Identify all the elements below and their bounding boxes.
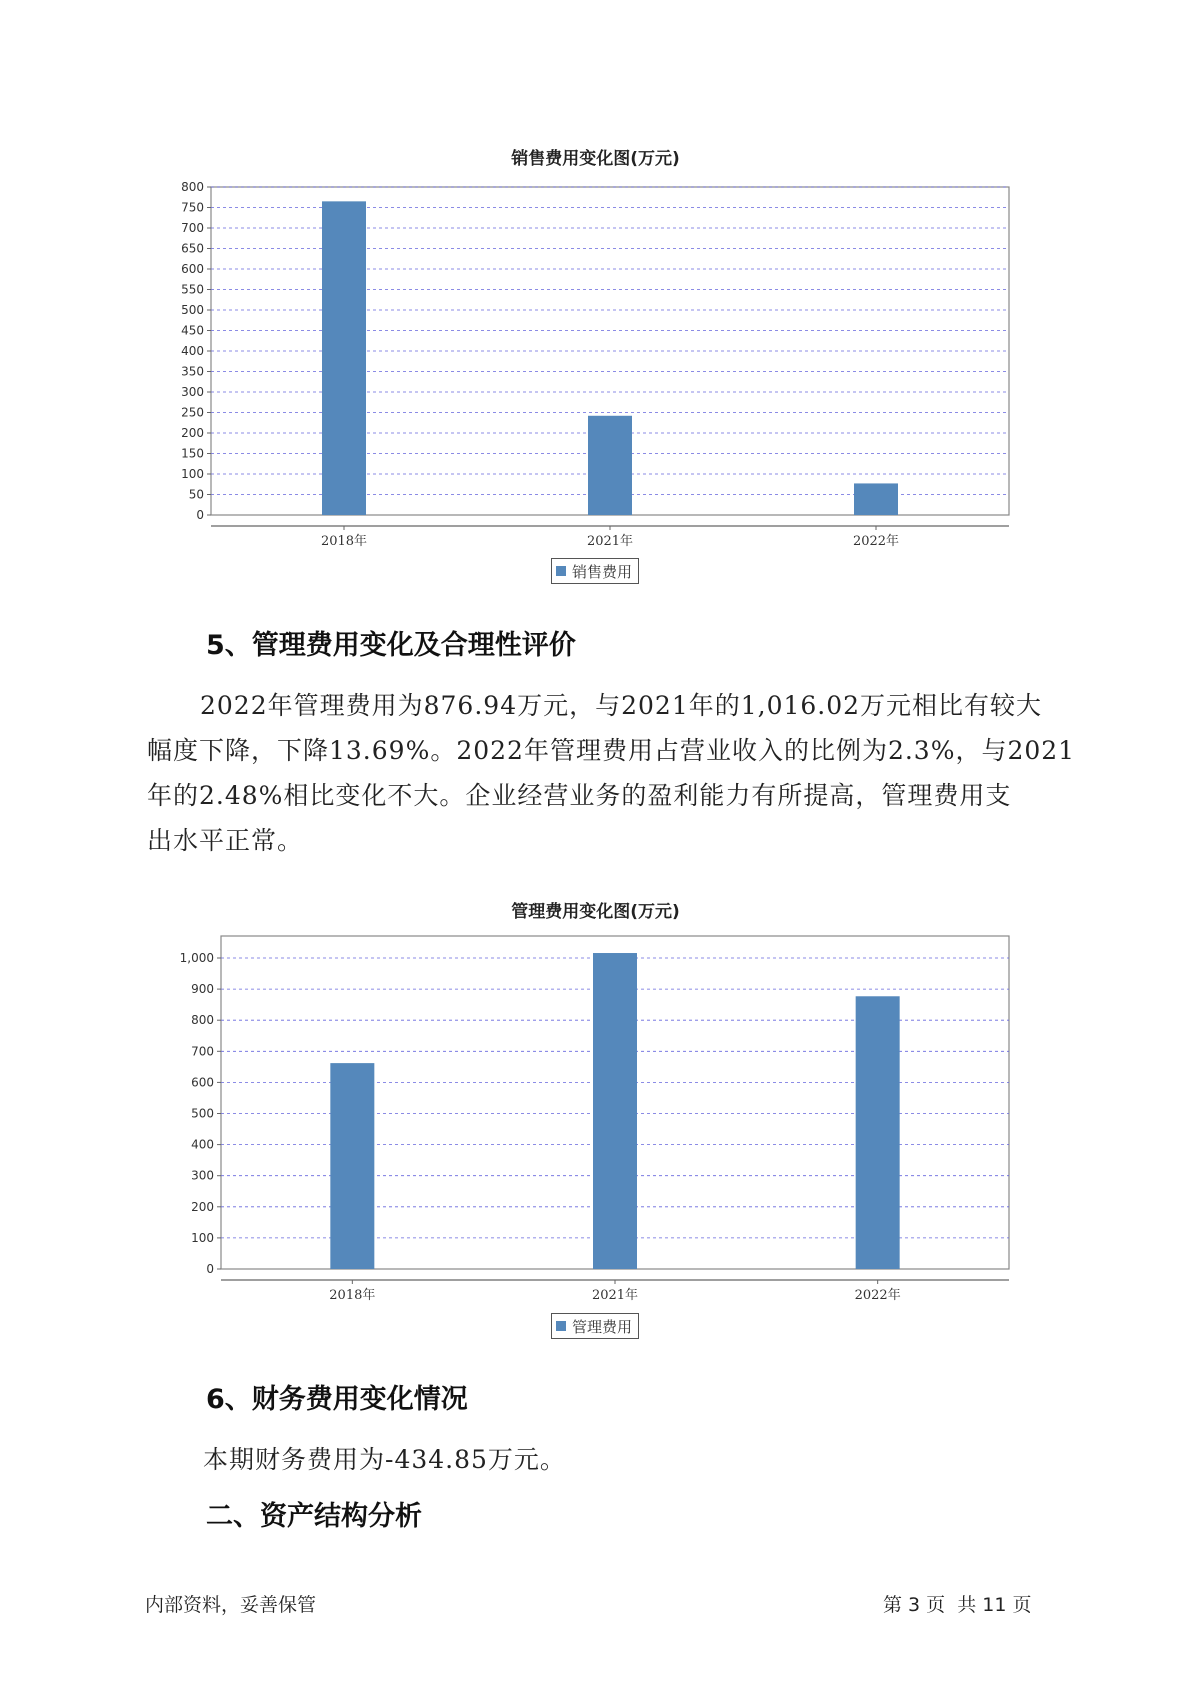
y-tick-label: 300 (181, 385, 204, 399)
x-tick-label: 2021年 (591, 1288, 639, 1303)
section-two-heading: 二、资产结构分析 (206, 1501, 422, 1532)
y-tick-label: 900 (191, 982, 214, 997)
y-tick-label: 100 (181, 467, 204, 481)
y-tick-label: 600 (181, 262, 204, 276)
y-tick-label: 200 (181, 426, 204, 440)
section5-line-3: 年的2.48%相比变化不大。企业经营业务的盈利能力有所提高，管理费用支 (147, 781, 1012, 810)
y-tick-label: 500 (181, 303, 204, 317)
chart1-legend-label: 销售费用 (572, 562, 633, 581)
chart1-legend (551, 558, 639, 584)
y-tick-label: 500 (191, 1106, 214, 1121)
bar (330, 1063, 374, 1269)
y-tick-label: 150 (181, 446, 204, 461)
x-tick-label: 2022年 (854, 1288, 901, 1303)
y-tick-label: 750 (181, 200, 204, 215)
y-tick-label: 400 (181, 344, 204, 358)
chart2-legend-label: 管理费用 (572, 1317, 633, 1336)
y-tick-label: 250 (181, 405, 204, 420)
bar (854, 483, 898, 515)
footer-left: 内部资料，妥善保管 (145, 1594, 317, 1616)
chart1-title: 销售费用变化图(万元) (511, 149, 680, 169)
chart2-title: 管理费用变化图(万元) (511, 902, 680, 922)
y-tick-label: 100 (191, 1230, 214, 1245)
legend-swatch (556, 566, 566, 576)
section6-heading: 6、财务费用变化情况 (206, 1384, 468, 1415)
legend-swatch (556, 1321, 566, 1331)
y-tick-label: 400 (191, 1137, 214, 1152)
bar (593, 953, 637, 1269)
y-tick-label: 0 (206, 1262, 214, 1276)
bar (588, 416, 632, 515)
y-tick-label: 800 (181, 180, 204, 194)
y-tick-label: 700 (191, 1044, 214, 1059)
x-tick-label: 2021年 (586, 534, 634, 549)
section5-line-1: 2022年管理费用为876.94万元，与2021年的1,016.02万元相比有较大 (200, 691, 1043, 720)
y-tick-label: 650 (181, 241, 204, 256)
section6-text: 本期财务费用为-434.85万元。 (203, 1445, 566, 1474)
x-tick-label: 2022年 (852, 534, 900, 549)
y-tick-label: 350 (181, 364, 204, 379)
x-tick-label: 2018年 (320, 534, 368, 549)
bar (322, 201, 366, 515)
y-tick-label: 300 (191, 1168, 214, 1183)
footer-page-number: 第 3 页 共 11 页 (883, 1594, 1032, 1616)
bar (856, 996, 900, 1269)
y-tick-label: 1,000 (179, 951, 214, 965)
y-tick-label: 450 (181, 323, 204, 338)
x-tick-label: 2018年 (329, 1288, 376, 1303)
y-tick-label: 550 (181, 282, 204, 297)
admin-expense-chart (0, 930, 1191, 1315)
y-tick-label: 800 (191, 1013, 214, 1028)
y-tick-label: 50 (188, 487, 204, 502)
section5-line-2: 幅度下降，下降13.69%。2022年管理费用占营业收入的比例为2.3%，与2021 (147, 736, 1076, 765)
y-tick-label: 700 (181, 221, 204, 235)
section5-heading: 5、管理费用变化及合理性评价 (206, 630, 576, 661)
y-tick-label: 600 (191, 1075, 214, 1090)
chart2-legend (551, 1313, 639, 1339)
y-tick-label: 200 (191, 1199, 214, 1214)
section5-line-4: 出水平正常。 (147, 826, 304, 855)
sales-expense-chart (0, 180, 1191, 560)
y-tick-label: 0 (196, 508, 204, 522)
